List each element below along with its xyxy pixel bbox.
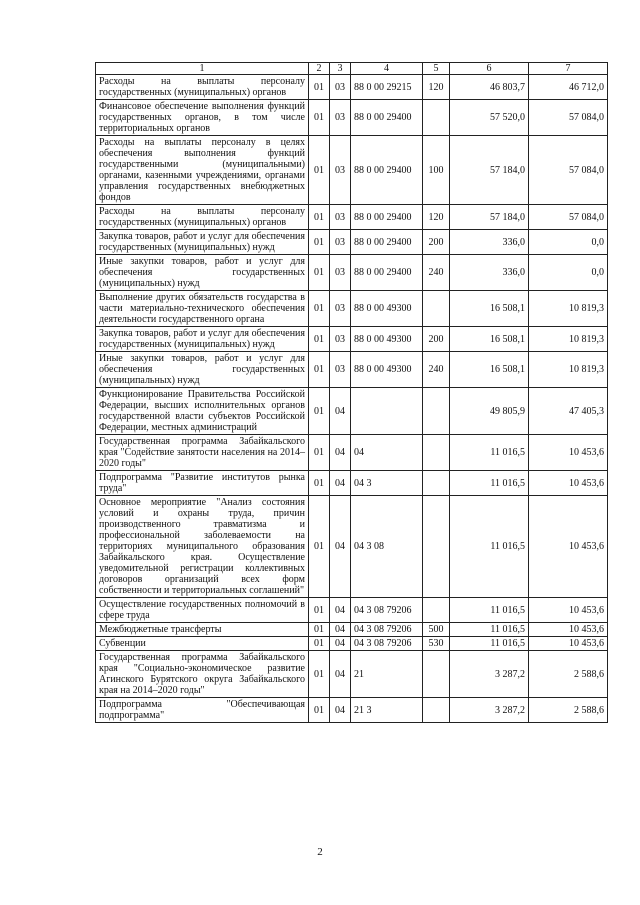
header-cell: 3: [330, 63, 351, 75]
section-code-cell: 01: [309, 205, 330, 230]
amount-cell-2: 10 453,6: [529, 435, 608, 471]
header-cell: 7: [529, 63, 608, 75]
amount-cell-2: 10 819,3: [529, 291, 608, 327]
amount-cell-2: 10 453,6: [529, 637, 608, 651]
amount-cell-1: 16 508,1: [450, 291, 529, 327]
amount-cell-1: 16 508,1: [450, 352, 529, 388]
expense-type-cell: [423, 100, 450, 136]
item-name-cell: Расходы на выплаты персоналу в целях обеспечения выполнения функций государственными (муниципальными) органами, казенными учреждениями, органами управления государственных внебюджетных фондов: [96, 136, 309, 205]
subsection-code-cell: 04: [330, 623, 351, 637]
expense-type-cell: [423, 496, 450, 598]
amount-cell-2: 10 453,6: [529, 623, 608, 637]
expense-type-cell: 500: [423, 623, 450, 637]
header-cell: 1: [96, 63, 309, 75]
amount-cell-1: 46 803,7: [450, 75, 529, 100]
target-article-cell: 88 0 00 29400: [351, 230, 423, 255]
amount-cell-2: 47 405,3: [529, 388, 608, 435]
page-number: 2: [317, 846, 323, 858]
subsection-code-cell: 04: [330, 496, 351, 598]
table-row: [96, 637, 608, 651]
subsection-code-cell: 04: [330, 598, 351, 623]
amount-cell-1: 11 016,5: [450, 598, 529, 623]
item-name-cell: Осуществление государственных полномочий в сфере труда: [96, 598, 309, 623]
header-cell: 5: [423, 63, 450, 75]
amount-cell-2: 2 588,6: [529, 651, 608, 698]
section-code-cell: 01: [309, 136, 330, 205]
section-code-cell: 01: [309, 291, 330, 327]
amount-cell-1: 16 508,1: [450, 327, 529, 352]
section-code-cell: 01: [309, 623, 330, 637]
item-name-cell: Подпрограмма "Развитие институтов рынка труда": [96, 471, 309, 496]
amount-cell-1: 11 016,5: [450, 435, 529, 471]
header-cell: 2: [309, 63, 330, 75]
item-name-cell: Подпрограмма "Обеспечивающая подпрограмма": [96, 698, 309, 723]
amount-cell-2: 46 712,0: [529, 75, 608, 100]
subsection-code-cell: 04: [330, 651, 351, 698]
amount-cell-2: 0,0: [529, 255, 608, 291]
subsection-code-cell: 03: [330, 352, 351, 388]
expense-type-cell: 120: [423, 205, 450, 230]
target-article-cell: 88 0 00 49300: [351, 291, 423, 327]
header-cell: 4: [351, 63, 423, 75]
item-name-cell: Государственная программа Забайкальского края "Содействие занятости населения на 2014–2020 годы": [96, 435, 309, 471]
amount-cell-1: 336,0: [450, 255, 529, 291]
table-row: [96, 651, 608, 698]
amount-cell-2: 57 084,0: [529, 100, 608, 136]
target-article-cell: 04 3 08 79206: [351, 623, 423, 637]
amount-cell-1: 57 520,0: [450, 100, 529, 136]
amount-cell-1: 57 184,0: [450, 205, 529, 230]
item-name-cell: Расходы на выплаты персоналу государственных (муниципальных) органов: [96, 205, 309, 230]
amount-cell-2: 57 084,0: [529, 205, 608, 230]
table-row: [96, 435, 608, 471]
table-row: [96, 471, 608, 496]
table-row: [96, 352, 608, 388]
section-code-cell: 01: [309, 100, 330, 136]
header-row: [96, 63, 608, 75]
amount-cell-1: 336,0: [450, 230, 529, 255]
subsection-code-cell: 03: [330, 205, 351, 230]
budget-table: [95, 62, 608, 723]
section-code-cell: 01: [309, 471, 330, 496]
expense-type-cell: 240: [423, 255, 450, 291]
expense-type-cell: 120: [423, 75, 450, 100]
amount-cell-1: 3 287,2: [450, 698, 529, 723]
table-row: [96, 100, 608, 136]
expense-type-cell: [423, 598, 450, 623]
table-row: [96, 598, 608, 623]
item-name-cell: Иные закупки товаров, работ и услуг для обеспечения государственных (муниципальных) нужд: [96, 255, 309, 291]
expense-type-cell: [423, 651, 450, 698]
amount-cell-1: 11 016,5: [450, 637, 529, 651]
table-row: [96, 75, 608, 100]
expense-type-cell: [423, 291, 450, 327]
item-name-cell: Государственная программа Забайкальского края "Социально-экономическое развитие Агинского Бурятского округа Забайкальского края на 2014–2020 годы": [96, 651, 309, 698]
table-row: [96, 698, 608, 723]
item-name-cell: Основное мероприятие "Анализ состояния условий и охраны труда, причин производственного травматизма и профессиональной заболеваемости на территориях муниципального образования Забайкальского края. Осуществление уведомительной регистрации коллективных договоров организаций всех форм собственности и территориальных соглашений": [96, 496, 309, 598]
item-name-cell: Расходы на выплаты персоналу государственных (муниципальных) органов: [96, 75, 309, 100]
subsection-code-cell: 03: [330, 230, 351, 255]
subsection-code-cell: 04: [330, 435, 351, 471]
table-row: [96, 230, 608, 255]
subsection-code-cell: 04: [330, 471, 351, 496]
section-code-cell: 01: [309, 651, 330, 698]
expense-type-cell: 530: [423, 637, 450, 651]
expense-type-cell: [423, 471, 450, 496]
section-code-cell: 01: [309, 598, 330, 623]
subsection-code-cell: 04: [330, 388, 351, 435]
target-article-cell: 04: [351, 435, 423, 471]
amount-cell-1: 11 016,5: [450, 496, 529, 598]
amount-cell-2: 0,0: [529, 230, 608, 255]
section-code-cell: 01: [309, 255, 330, 291]
target-article-cell: 88 0 00 29400: [351, 205, 423, 230]
amount-cell-2: 2 588,6: [529, 698, 608, 723]
item-name-cell: Закупка товаров, работ и услуг для обеспечения государственных (муниципальных) нужд: [96, 230, 309, 255]
item-name-cell: Закупка товаров, работ и услуг для обеспечения государственных (муниципальных) нужд: [96, 327, 309, 352]
target-article-cell: 88 0 00 49300: [351, 327, 423, 352]
expense-type-cell: 100: [423, 136, 450, 205]
target-article-cell: 88 0 00 29400: [351, 255, 423, 291]
target-article-cell: 88 0 00 29400: [351, 100, 423, 136]
target-article-cell: 21 3: [351, 698, 423, 723]
amount-cell-2: 10 819,3: [529, 352, 608, 388]
section-code-cell: 01: [309, 637, 330, 651]
target-article-cell: 88 0 00 29215: [351, 75, 423, 100]
expense-type-cell: [423, 388, 450, 435]
subsection-code-cell: 04: [330, 698, 351, 723]
table-row: [96, 205, 608, 230]
table-row: [96, 136, 608, 205]
section-code-cell: 01: [309, 698, 330, 723]
target-article-cell: 04 3 08 79206: [351, 637, 423, 651]
section-code-cell: 01: [309, 435, 330, 471]
target-article-cell: 04 3: [351, 471, 423, 496]
target-article-cell: [351, 388, 423, 435]
item-name-cell: Финансовое обеспечение выполнения функций государственных органов, в том числе территориальных органов: [96, 100, 309, 136]
item-name-cell: Функционирование Правительства Российской Федерации, высших исполнительных органов государственной власти субъектов Российской Федерации, местных администраций: [96, 388, 309, 435]
subsection-code-cell: 03: [330, 291, 351, 327]
item-name-cell: Иные закупки товаров, работ и услуг для обеспечения государственных (муниципальных) нужд: [96, 352, 309, 388]
expense-type-cell: 240: [423, 352, 450, 388]
subsection-code-cell: 03: [330, 327, 351, 352]
table-row: [96, 291, 608, 327]
subsection-code-cell: 03: [330, 136, 351, 205]
target-article-cell: 21: [351, 651, 423, 698]
amount-cell-1: 11 016,5: [450, 623, 529, 637]
item-name-cell: Субвенции: [96, 637, 309, 651]
table-row: [96, 327, 608, 352]
expense-type-cell: [423, 435, 450, 471]
table-row: [96, 496, 608, 598]
table-row: [96, 255, 608, 291]
expense-type-cell: 200: [423, 327, 450, 352]
target-article-cell: 88 0 00 29400: [351, 136, 423, 205]
section-code-cell: 01: [309, 327, 330, 352]
expense-type-cell: [423, 698, 450, 723]
table-row: [96, 623, 608, 637]
section-code-cell: 01: [309, 75, 330, 100]
item-name-cell: Выполнение других обязательств государства в части материально-технического обеспечения деятельности государственного органа: [96, 291, 309, 327]
amount-cell-2: 57 084,0: [529, 136, 608, 205]
table-row: [96, 388, 608, 435]
subsection-code-cell: 04: [330, 637, 351, 651]
subsection-code-cell: 03: [330, 100, 351, 136]
section-code-cell: 01: [309, 230, 330, 255]
subsection-code-cell: 03: [330, 75, 351, 100]
amount-cell-1: 57 184,0: [450, 136, 529, 205]
amount-cell-2: 10 453,6: [529, 598, 608, 623]
target-article-cell: 04 3 08 79206: [351, 598, 423, 623]
target-article-cell: 88 0 00 49300: [351, 352, 423, 388]
amount-cell-1: 11 016,5: [450, 471, 529, 496]
expense-type-cell: 200: [423, 230, 450, 255]
header-cell: 6: [450, 63, 529, 75]
amount-cell-1: 49 805,9: [450, 388, 529, 435]
amount-cell-2: 10 453,6: [529, 496, 608, 598]
subsection-code-cell: 03: [330, 255, 351, 291]
item-name-cell: Межбюджетные трансферты: [96, 623, 309, 637]
amount-cell-2: 10 453,6: [529, 471, 608, 496]
section-code-cell: 01: [309, 352, 330, 388]
amount-cell-2: 10 819,3: [529, 327, 608, 352]
target-article-cell: 04 3 08: [351, 496, 423, 598]
section-code-cell: 01: [309, 496, 330, 598]
section-code-cell: 01: [309, 388, 330, 435]
amount-cell-1: 3 287,2: [450, 651, 529, 698]
